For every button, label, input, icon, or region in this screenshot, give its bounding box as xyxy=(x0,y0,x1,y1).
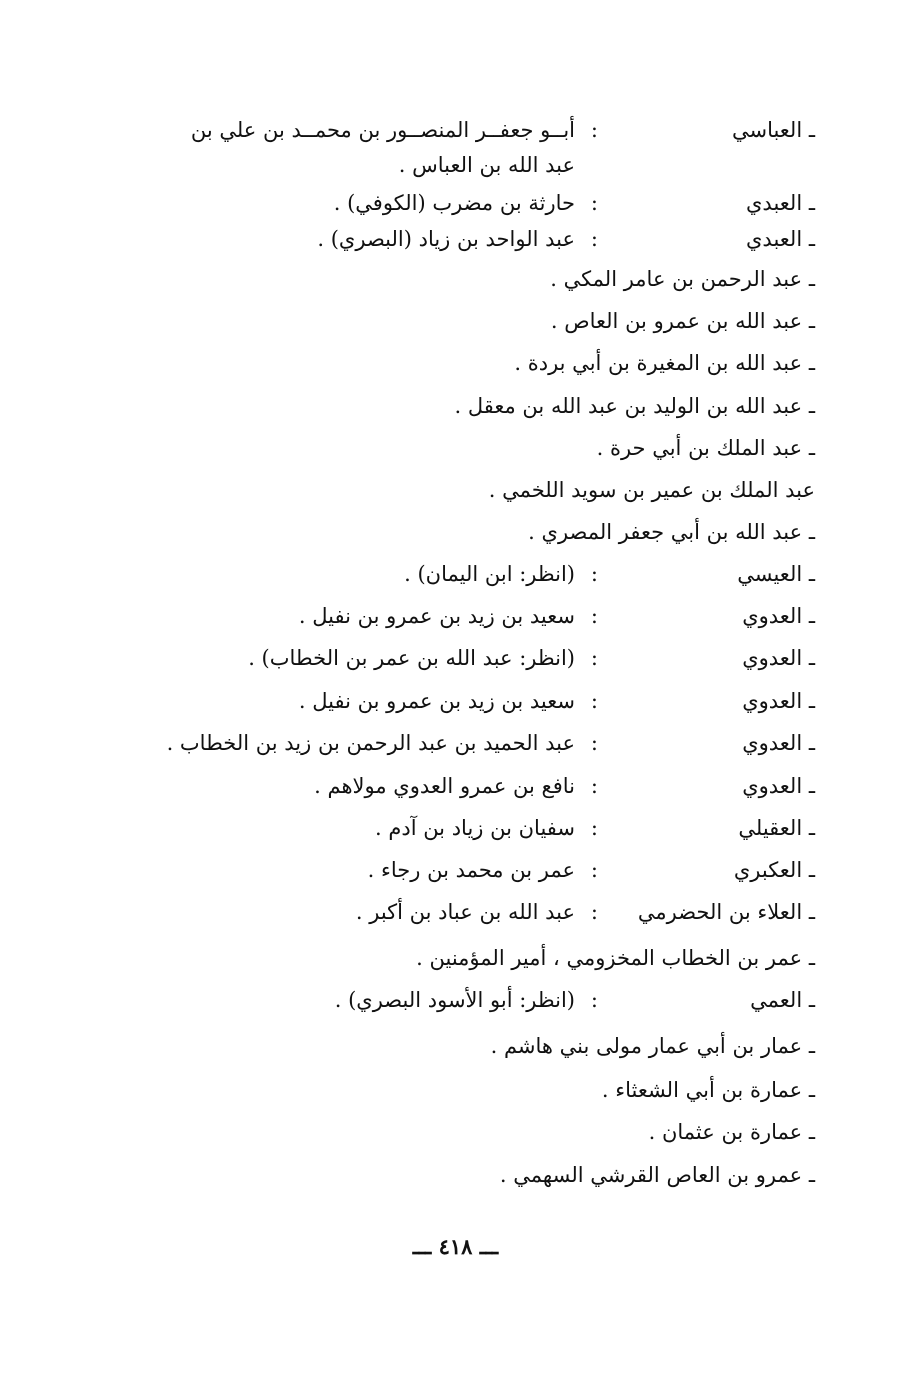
entry-line: ـ عمر بن الخطاب المخزومي ، أمير المؤمنين . xyxy=(416,946,815,970)
nisba-key: ـ العبدي xyxy=(746,191,815,215)
nisba-key: ـ العلاء بن الحضرمي xyxy=(637,900,815,924)
entry-value-continued: عبد الله بن العباس . xyxy=(398,153,575,177)
entry-value: عبد الواحد بن زياد (البصري) . xyxy=(317,227,575,251)
nisba-key: ـ العدوي xyxy=(742,604,815,628)
nisba-key: ـ العيسي xyxy=(737,562,815,586)
entry-line: ـ عمرو بن العاص القرشي السهمي . xyxy=(499,1163,815,1187)
colon: : xyxy=(590,816,598,840)
entry-line: ـ عبد الملك بن أبي حرة . xyxy=(596,436,815,460)
colon: : xyxy=(590,227,598,251)
nisba-key: ـ العقيلي xyxy=(738,816,815,840)
nisba-key: ـ العكبري xyxy=(733,858,815,882)
entry-value: عبد الله بن عباد بن أكبر . xyxy=(355,900,575,924)
colon: : xyxy=(590,646,598,670)
entry-value: أبــو جعفــر المنصــور بن محمــد بن علي بن xyxy=(190,118,575,142)
colon: : xyxy=(590,774,598,798)
nisba-key: ـ العدوي xyxy=(742,731,815,755)
entry-line: ـ عبد الرحمن بن عامر المكي . xyxy=(550,267,815,291)
colon: : xyxy=(590,900,598,924)
entry-value: (انظر: ابن اليمان) . xyxy=(404,562,575,586)
entry-line: ـ عبد الله بن عمرو بن العاص . xyxy=(550,309,815,333)
entry-value: عبد الحميد بن عبد الرحمن بن زيد بن الخطاب . xyxy=(166,731,575,755)
colon: : xyxy=(590,988,598,1012)
entry-value: سعيد بن زيد بن عمرو بن نفيل . xyxy=(298,689,575,713)
colon: : xyxy=(590,118,598,142)
colon: : xyxy=(590,731,598,755)
entry-line: ـ عمار بن أبي عمار مولى بني هاشم . xyxy=(490,1034,815,1058)
entry-value: حارثة بن مضرب (الكوفي) . xyxy=(333,191,575,215)
nisba-key: ـ العمي xyxy=(750,988,815,1012)
colon: : xyxy=(590,562,598,586)
page-number: ـــ ٤١٨ ـــ xyxy=(412,1234,499,1259)
colon: : xyxy=(590,604,598,628)
nisba-key: ـ العدوي xyxy=(742,689,815,713)
entry-line: ـ عبد الله بن المغيرة بن أبي بردة . xyxy=(514,351,815,375)
colon: : xyxy=(590,858,598,882)
colon: : xyxy=(590,191,598,215)
entry-value: (انظر: أبو الأسود البصري) . xyxy=(334,988,575,1012)
entry-value: (انظر: عبد الله بن عمر بن الخطاب) . xyxy=(248,646,575,670)
nisba-key: ـ العدوي xyxy=(742,774,815,798)
nisba-key: ـ العبدي xyxy=(746,227,815,251)
entry-line: ـ عمارة بن عثمان . xyxy=(648,1120,815,1144)
entry-value: عمر بن محمد بن رجاء . xyxy=(367,858,575,882)
entry-line: ـ عمارة بن أبي الشعثاء . xyxy=(601,1078,815,1102)
entry-value: سفيان بن زياد بن آدم . xyxy=(374,816,575,840)
entry-value: سعيد بن زيد بن عمرو بن نفيل . xyxy=(298,604,575,628)
nisba-key: ـ العدوي xyxy=(742,646,815,670)
colon: : xyxy=(590,689,598,713)
entry-line: عبد الملك بن عمير بن سويد اللخمي . xyxy=(488,478,815,502)
entry-line: ـ عبد الله بن الوليد بن عبد الله بن معقل . xyxy=(454,394,815,418)
entry-line: ـ عبد الله بن أبي جعفر المصري . xyxy=(528,520,815,544)
nisba-key: ـ العباسي xyxy=(731,118,815,142)
entry-value: نافع بن عمرو العدوي مولاهم . xyxy=(314,774,575,798)
